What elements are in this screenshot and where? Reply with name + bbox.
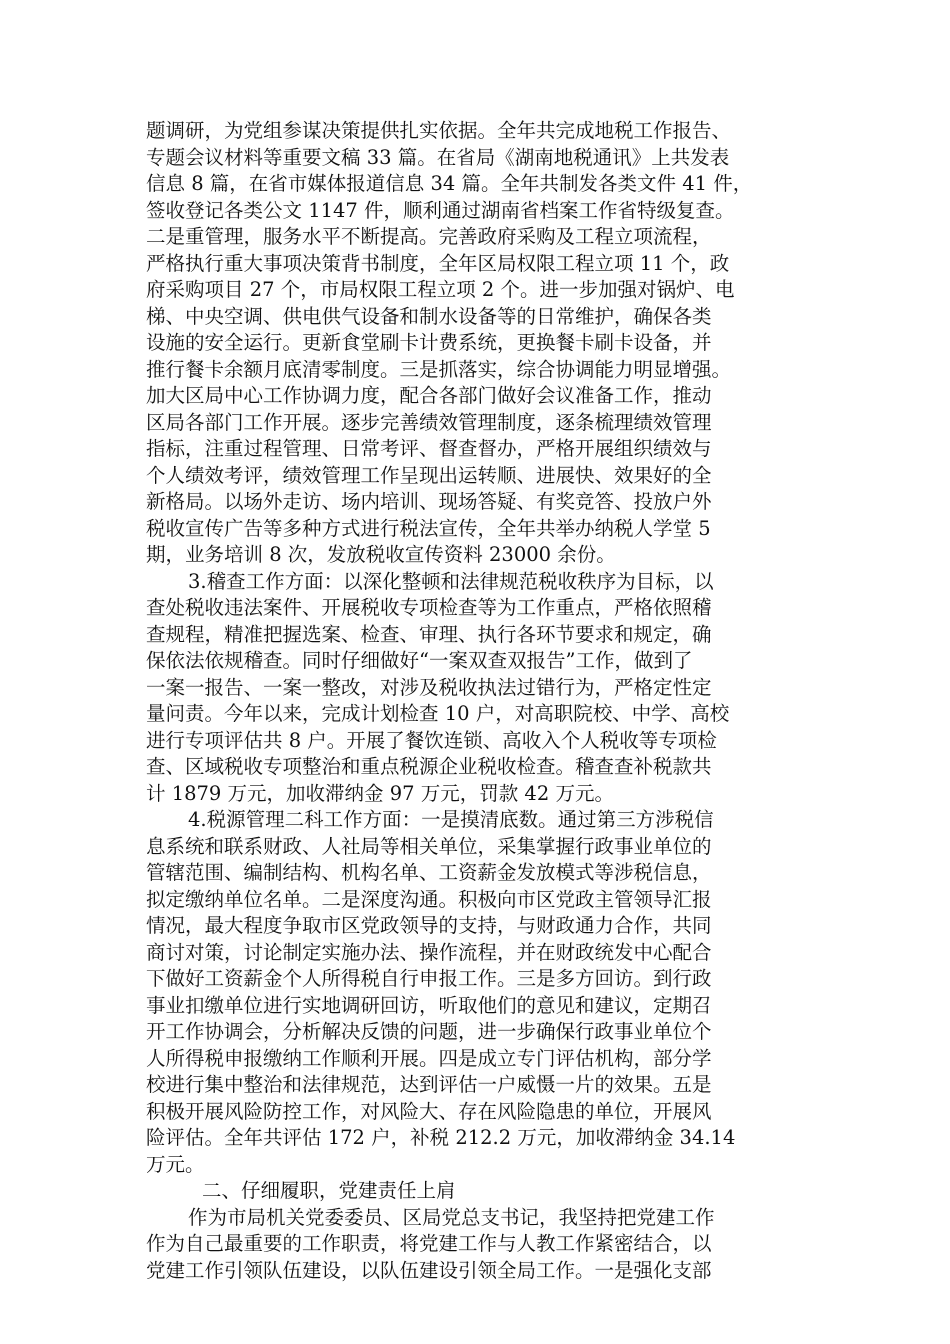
text-line: 推行餐卡余额月底清零制度。三是抓落实，综合协调能力明显增强。	[146, 357, 732, 381]
text-line: 开工作协调会，分析解决反馈的问题，进一步确保行政事业单位个	[146, 1020, 712, 1043]
text-line: 税收宣传广告等多种方式进行税法宣传，全年共举办纳税人学堂 5	[146, 516, 711, 540]
text-line: 题调研，为党组参谋决策提供扎实依据。全年共完成地税工作报告、	[146, 119, 732, 142]
text-line: 查、区域税收专项整治和重点税源企业税收检查。稽查查补税款共	[146, 755, 712, 778]
text-line: 事业扣缴单位进行实地调研回访，听取他们的意见和建议，定期召	[146, 993, 712, 1017]
text-line: 区局各部门工作开展。逐步完善绩效管理制度，逐条梳理绩效管理	[146, 410, 712, 434]
section-heading: 二、仔细履职，党建责任上肩	[202, 1179, 456, 1202]
text-line: 量问责。今年以来，完成计划检查 10 户，对高职院校、中学、高校	[146, 702, 730, 725]
text-line: 下做好工资薪金个人所得税自行申报工作。三是多方回访。到行政	[146, 967, 712, 990]
text-line: 商讨对策，讨论制定实施办法、操作流程，并在财政统发中心配合	[146, 940, 712, 964]
text-line: 计 1879 万元，加收滞纳金 97 万元，罚款 42 万元。	[146, 781, 614, 805]
text-line: 校进行集中整治和法律规范，达到评估一户威慑一片的效果。五是	[146, 1073, 712, 1096]
text-line: 设施的安全运行。更新食堂刷卡计费系统，更换餐卡刷卡设备，并	[146, 331, 712, 354]
text-line: 加大区局中心工作协调力度，配合各部门做好会议准备工作，推动	[146, 384, 712, 407]
text-line: 息系统和联系财政、人社局等相关单位，采集掌握行政事业单位的	[146, 834, 712, 858]
text-line: 梯、中央空调、供电供气设备和制水设备等的日常维护，确保各类	[146, 304, 712, 328]
text-line: 人所得税申报缴纳工作顺利开展。四是成立专门评估机构，部分学	[146, 1046, 712, 1070]
text-line: 保依法依规稽查。同时仔细做好“一案双查双报告”工作，做到了	[146, 649, 693, 672]
text-line: 指标，注重过程管理、日常考评、督查督办，严格开展组织绩效与	[146, 437, 712, 460]
text-line: 期，业务培训 8 次，发放税收宣传资料 23000 余份。	[146, 543, 616, 566]
text-line: 严格执行重大事项决策背书制度，全年区局权限工程立项 11 个，政	[146, 251, 730, 275]
document-body	[146, 118, 806, 1284]
text-line: 府采购项目 27 个，市局权限工程立项 2 个。进一步加强对锅炉、电	[146, 278, 735, 301]
paragraph-start-line: 4.税源管理二科工作方面：一是摸清底数。通过第三方涉税信	[188, 808, 714, 831]
text-line: 查规程，精准把握选案、检查、审理、执行各环节要求和规定，确	[146, 622, 712, 646]
text-line: 新格局。以场外走访、场内培训、现场答疑、有奖竞答、投放户外	[146, 490, 712, 513]
text-line: 拟定缴纳单位名单。二是深度沟通。积极向市区党政主管领导汇报	[146, 887, 712, 911]
text-line: 险评估。全年共评估 172 户，补税 212.2 万元，加收滞纳金 34.14	[146, 1126, 736, 1149]
paragraph-start-line: 作为市局机关党委委员、区局党总支书记，我坚持把党建工作	[188, 1205, 715, 1229]
text-line: 进行专项评估共 8 户。开展了餐饮连锁、高收入个人税收等专项检	[146, 728, 717, 752]
text-line: 一案一报告、一案一整改，对涉及税收执法过错行为，严格定性定	[146, 675, 712, 699]
text-line: 个人绩效考评，绩效管理工作呈现出运转顺、进展快、效果好的全	[146, 463, 712, 487]
text-line: 作为自己最重要的工作职责，将党建工作与人教工作紧密结合，以	[146, 1232, 712, 1255]
text-line: 党建工作引领队伍建设，以队伍建设引领全局工作。一是强化支部	[146, 1258, 712, 1282]
text-line: 积极开展风险防控工作，对风险大、存在风险隐患的单位，开展风	[146, 1099, 712, 1123]
text-line: 签收登记各类公文 1147 件，顺利通过湖南省档案工作省特级复查。	[146, 198, 735, 222]
text-line: 情况，最大程度争取市区党政领导的支持，与财政通力合作，共同	[146, 914, 712, 937]
text-line: 管辖范围、编制结构、机构名单、工资薪金发放模式等涉税信息，	[146, 861, 712, 884]
text-line: 万元。	[146, 1152, 205, 1176]
text-line: 查处税收违法案件、开展税收专项检查等为工作重点，严格依照稽	[146, 596, 712, 619]
paragraph-start-line: 3.稽查工作方面：以深化整顿和法律规范税收秩序为目标，以	[188, 569, 714, 593]
text-line: 二是重管理，服务水平不断提高。完善政府采购及工程立项流程，	[146, 225, 712, 248]
text-line: 信息 8 篇，在省市媒体报道信息 34 篇。全年共制发各类文件 41 件，	[146, 172, 753, 195]
text-line: 专题会议材料等重要文稿 33 篇。在省局《湖南地税通讯》上共发表	[146, 145, 730, 169]
